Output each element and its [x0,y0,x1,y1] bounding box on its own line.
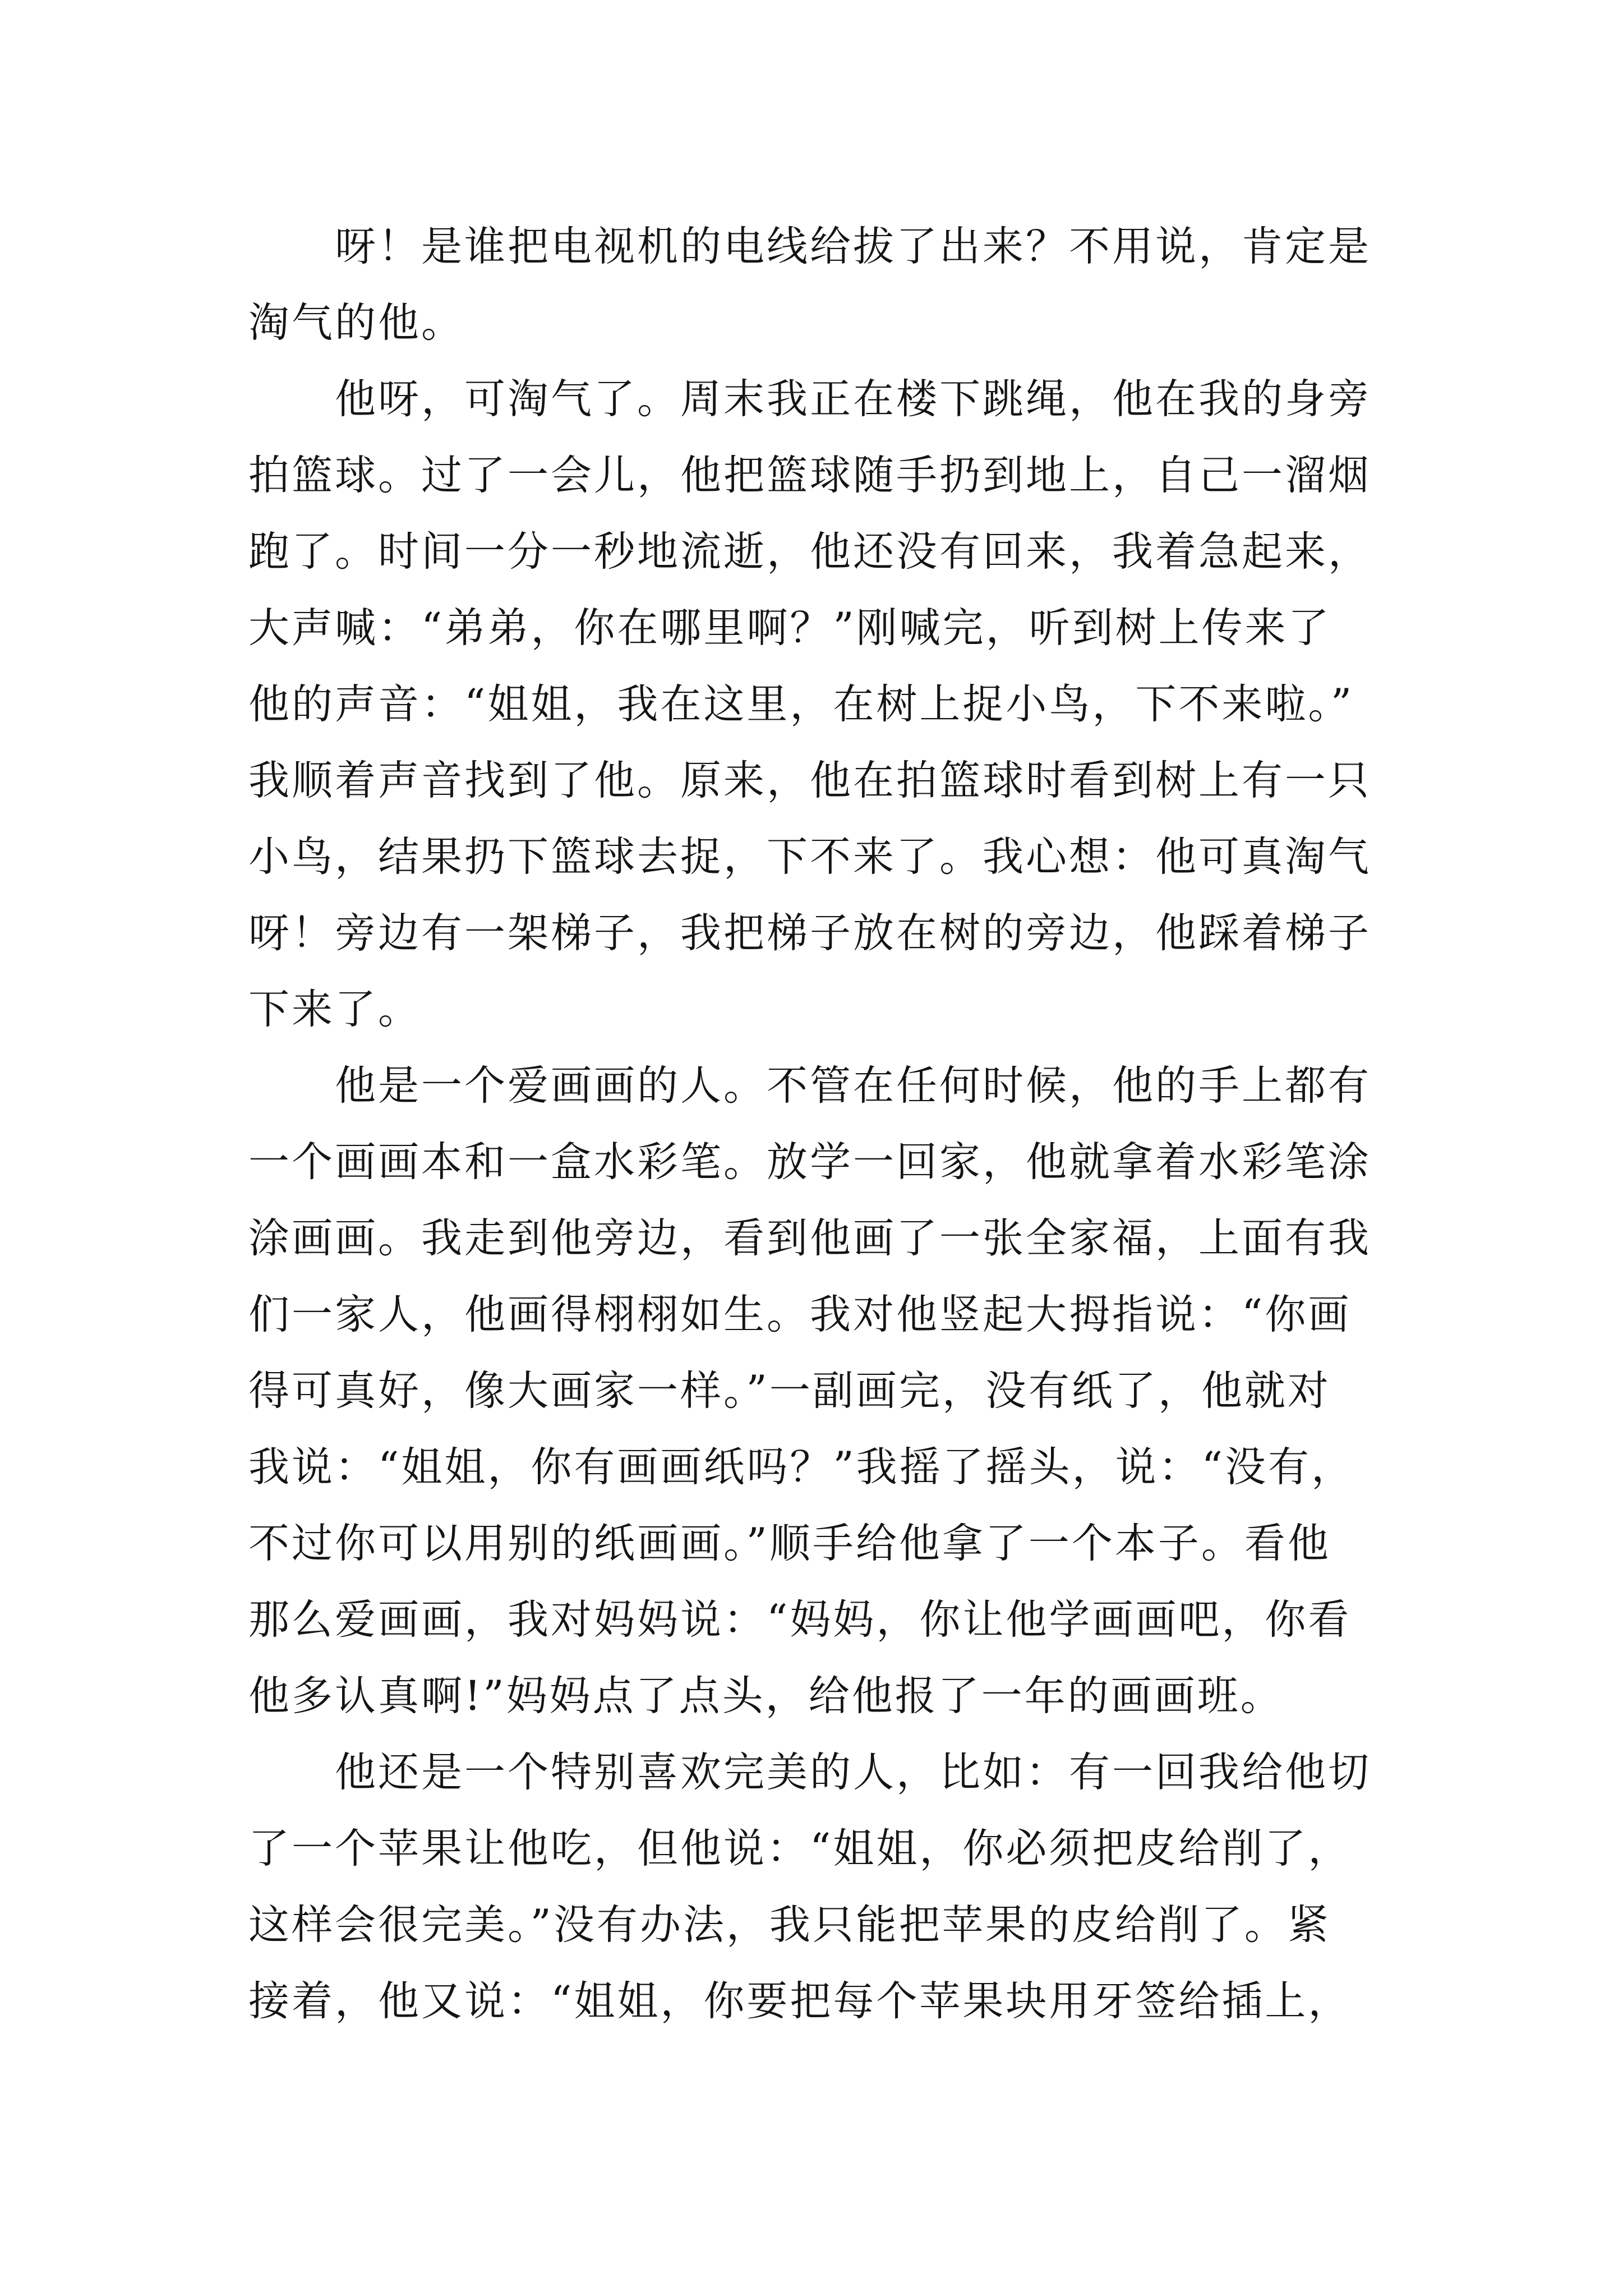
text-line: 呀！是谁把电视机的电线给拔了出来？不用说，肯定是 [248,223,1371,270]
text-line: 一个画画本和一盒水彩笔。放学一回家，他就拿着水彩笔涂 [248,1138,1371,1186]
text-line: 了一个苹果让他吃，但他说：“姐姐，你必须把皮给削了， [248,1825,1352,1872]
text-line: 不过你可以用别的纸画画。”顺手给他拿了一个本子。看他 [248,1520,1331,1567]
text-line: 这样会很完美。”没有办法，我只能把苹果的皮给削了。紧 [248,1901,1331,1949]
text-line: 他多认真啊!”妈妈点了点头，给他报了一年的画画班。 [248,1672,1284,1720]
text-line: 下来了。 [248,986,421,1033]
text-line: 那么爱画画，我对妈妈说：“妈妈，你让他学画画吧，你看 [248,1596,1352,1644]
text-line: 小鸟，结果扔下篮球去捉，下不来了。我心想：他可真淘气 [248,833,1371,881]
text-line: 他是一个爱画画的人。不管在任何时候，他的手上都有 [248,1062,1371,1110]
text-line: 他的声音：“姐姐，我在这里，在树上捉小鸟，下不来啦。” [248,680,1354,728]
text-line: 呀！旁边有一架梯子，我把梯子放在树的旁边，他踩着梯子 [248,909,1371,957]
text-line: 大声喊：“弟弟，你在哪里啊？”刚喊完，听到树上传来了 [248,604,1331,652]
text-line: 跑了。时间一分一秒地流逝，他还没有回来，我着急起来， [248,528,1371,576]
text-line: 们一家人，他画得栩栩如生。我对他竖起大拇指说：“你画 [248,1291,1352,1338]
text-line: 他呀，可淘气了。周末我正在楼下跳绳，他在我的身旁 [248,375,1371,423]
text-line: 他还是一个特别喜欢完美的人，比如：有一回我给他切 [248,1749,1371,1796]
body-text [248,209,1387,2040]
text-line: 淘气的他。 [248,299,464,347]
text-line: 得可真好，像大画家一样。”一副画完，没有纸了，他就对 [248,1367,1331,1415]
text-line: 涂画画。我走到他旁边，看到他画了一张全家福，上面有我 [248,1214,1371,1262]
text-line: 我说：“姐姐，你有画画纸吗？”我摇了摇头，说：“没有， [248,1443,1354,1491]
text-line: 接着，他又说：“姐姐，你要把每个苹果块用牙签给插上， [248,1977,1352,2025]
text-line: 我顺着声音找到了他。原来，他在拍篮球时看到树上有一只 [248,757,1371,804]
text-line: 拍篮球。过了一会儿，他把篮球随手扔到地上，自己一溜烟 [248,452,1371,499]
